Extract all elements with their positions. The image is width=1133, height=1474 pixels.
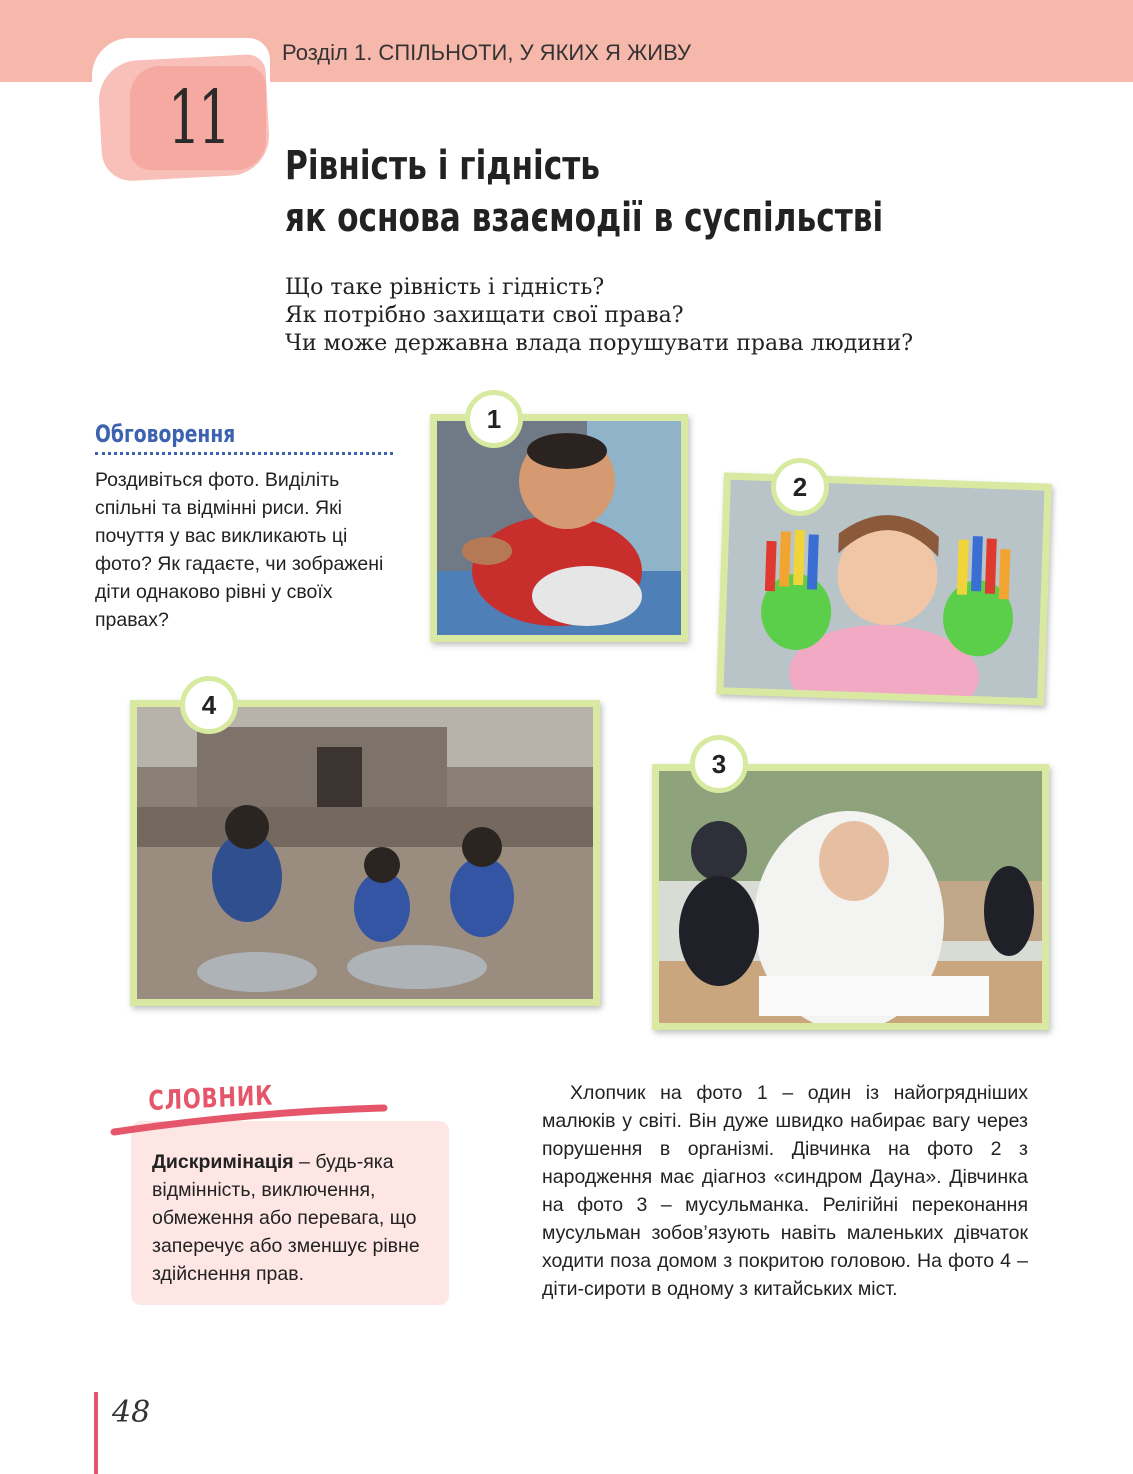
photo-3 bbox=[652, 764, 1049, 1030]
discussion-heading: Обговорення bbox=[95, 420, 236, 448]
glossary-term: Дискримінація bbox=[152, 1151, 294, 1173]
photo-2 bbox=[716, 472, 1052, 705]
photo-boy-red-shirt-icon bbox=[437, 421, 681, 635]
question-2: Як потрібно захищати свої права? bbox=[285, 303, 684, 328]
photo-3-badge: 3 bbox=[690, 735, 748, 793]
photo-2-badge: 2 bbox=[771, 458, 829, 516]
glossary-definition: – будь-яка відмінність, виключення, обмеження або перевага, що заперечує або зменшує рівне здійснення прав. bbox=[152, 1151, 420, 1285]
glossary-text bbox=[152, 1148, 444, 1288]
photo-children-washing-clothes-icon bbox=[137, 707, 593, 999]
key-questions bbox=[285, 274, 913, 358]
lesson-number: 11 bbox=[167, 75, 229, 161]
photo-4-badge: 4 bbox=[180, 676, 238, 734]
glossary-title: СЛОВНИК bbox=[148, 1080, 274, 1117]
section-title: Розділ 1. СПІЛЬНОТИ, У ЯКИХ Я ЖИВУ bbox=[282, 40, 692, 65]
lesson-title bbox=[285, 140, 883, 244]
discussion-divider bbox=[95, 452, 393, 455]
page-number-bar bbox=[94, 1392, 98, 1474]
body-paragraph: Хлопчик на фото 1 – один із найогрядніших малюків у світі. Він дуже швидко набирає вагу через порушення в організмі. Дівчинка на фото 2 з народження має діагноз «синдром Дауна». Дівчинка на фото 3 – мусульманка. Релігійні переконання мусульман зобов’язують навіть маленьких дівчаток ходити поза домом з покритою головою. На фото 4 – діти-сироти в одному з китайських міст. bbox=[542, 1082, 1028, 1300]
photo-1 bbox=[430, 414, 688, 642]
photo-girl-painted-hands-icon bbox=[723, 480, 1044, 699]
photo-girl-headscarf-classroom-icon bbox=[659, 771, 1042, 1023]
photo-1-badge: 1 bbox=[465, 390, 523, 448]
question-1: Що таке рівність і гідність? bbox=[285, 275, 605, 300]
lesson-title-line2: як основа взаємодії в суспільстві bbox=[285, 195, 884, 241]
photo-4 bbox=[130, 700, 600, 1006]
question-3: Чи може державна влада порушувати права людини? bbox=[285, 331, 914, 356]
lesson-title-line1: Рівність і гідність bbox=[285, 143, 601, 189]
discussion-text: Роздивіться фото. Виділіть спільні та відмінні риси. Які почуття у вас викликають ці фото? Як гадаєте, чи зображені діти однаково рівні у своїх правах? bbox=[95, 469, 384, 631]
page-number: 48 bbox=[112, 1395, 151, 1430]
